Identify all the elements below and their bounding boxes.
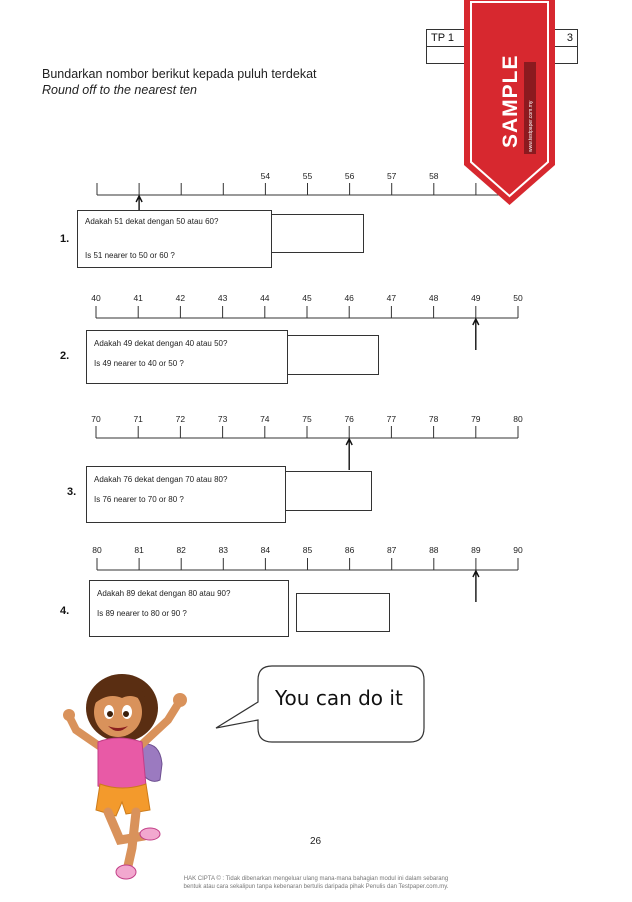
number-line bbox=[91, 414, 523, 470]
speech-text: You can do it bbox=[275, 686, 403, 710]
question-english: Is 49 nearer to 40 or 50 ? bbox=[94, 359, 184, 368]
tick-label: 81 bbox=[134, 545, 144, 555]
tick-label: 44 bbox=[260, 293, 270, 303]
page-number: 26 bbox=[310, 836, 322, 847]
tick-label: 58 bbox=[429, 171, 439, 181]
answer-box[interactable] bbox=[285, 471, 372, 511]
question-box bbox=[77, 210, 272, 268]
question-english: Is 51 nearer to 50 or 60 ? bbox=[85, 251, 175, 260]
answer-box[interactable] bbox=[296, 593, 390, 632]
answer-box[interactable] bbox=[287, 335, 379, 375]
instruction-english: Round off to the nearest ten bbox=[42, 83, 197, 97]
tick-label: 80 bbox=[513, 414, 523, 424]
tick-label: 57 bbox=[386, 171, 397, 181]
tick-label: 42 bbox=[175, 293, 186, 303]
tick-label: 49 bbox=[471, 293, 481, 303]
tick-label: 82 bbox=[176, 545, 186, 555]
question-malay: Adakah 76 dekat dengan 70 atau 80? bbox=[94, 475, 228, 484]
tick-label: 50 bbox=[513, 293, 523, 303]
tick-label: 89 bbox=[471, 545, 481, 555]
tick-label: 85 bbox=[302, 545, 313, 555]
copyright-line: bentuk atau cara sekalipun tanpa kebenaran bertulis daripada pihak Penulis dan Testpaper.com.my. bbox=[183, 884, 449, 891]
tick-label: 80 bbox=[92, 545, 102, 555]
tick-label: 75 bbox=[302, 414, 312, 424]
tick-label: 88 bbox=[429, 545, 439, 555]
tp-cell: 3 bbox=[537, 30, 578, 47]
question-number: 1. bbox=[60, 233, 70, 245]
tick-label: 46 bbox=[344, 293, 354, 303]
number-arrow bbox=[473, 571, 479, 602]
tick-label: 73 bbox=[217, 414, 228, 424]
question-box bbox=[89, 580, 289, 637]
tick-label: 40 bbox=[91, 293, 101, 303]
instruction-malay: Bundarkan nombor berikut kepada puluh terdekat bbox=[42, 67, 317, 81]
tick-label: 78 bbox=[428, 414, 439, 424]
question-malay: Adakah 49 dekat dengan 40 atau 50? bbox=[94, 339, 228, 348]
question-box bbox=[86, 466, 286, 523]
question-malay: Adakah 51 dekat dengan 50 atau 60? bbox=[85, 217, 219, 226]
number-arrow bbox=[346, 439, 352, 470]
tick-label: 84 bbox=[260, 545, 271, 555]
tick-label: 90 bbox=[513, 545, 523, 555]
question-number: 4. bbox=[60, 605, 70, 617]
tick-label: 45 bbox=[302, 293, 312, 303]
tick-label: 43 bbox=[217, 293, 228, 303]
tick-label: 79 bbox=[471, 414, 481, 424]
copyright-line: HAK CIPTA © : Tidak dibenarkan mengeluar ulang mana-mana bahagian modul ini dalam sebarang bbox=[183, 876, 449, 882]
question-malay: Adakah 89 dekat dengan 80 atau 90? bbox=[97, 589, 231, 598]
question-number: 3. bbox=[67, 486, 77, 498]
question-english: Is 76 nearer to 70 or 80 ? bbox=[94, 495, 184, 504]
tp-cell: TP 1 bbox=[427, 30, 513, 47]
girl-character-illustration bbox=[60, 668, 195, 883]
tick-label: 72 bbox=[175, 414, 186, 424]
tick-label: 70 bbox=[91, 414, 101, 424]
tick-label: 87 bbox=[386, 545, 397, 555]
sample-url: www.testpaper.com.my bbox=[528, 100, 534, 152]
answer-box[interactable] bbox=[271, 214, 364, 253]
question-english: Is 89 nearer to 80 or 90 ? bbox=[97, 609, 187, 618]
tick-label: 41 bbox=[133, 293, 143, 303]
tick-label: 56 bbox=[344, 171, 355, 181]
sample-watermark bbox=[462, 0, 557, 210]
tick-label: 76 bbox=[344, 414, 354, 424]
tick-label: 55 bbox=[302, 171, 313, 181]
tick-label: 48 bbox=[428, 293, 439, 303]
copyright-notice bbox=[146, 875, 486, 892]
tick-label: 71 bbox=[133, 414, 143, 424]
tick-label: 47 bbox=[386, 293, 397, 303]
number-arrow bbox=[473, 319, 479, 350]
tick-label: 83 bbox=[218, 545, 229, 555]
tick-label: 74 bbox=[260, 414, 270, 424]
tick-label: 77 bbox=[386, 414, 397, 424]
tick-label: 86 bbox=[344, 545, 355, 555]
tick-label: 54 bbox=[260, 171, 271, 181]
number-line bbox=[97, 171, 518, 213]
question-number: 2. bbox=[60, 350, 70, 362]
question-box bbox=[86, 330, 288, 384]
sample-label: SAMPLE bbox=[499, 54, 522, 148]
